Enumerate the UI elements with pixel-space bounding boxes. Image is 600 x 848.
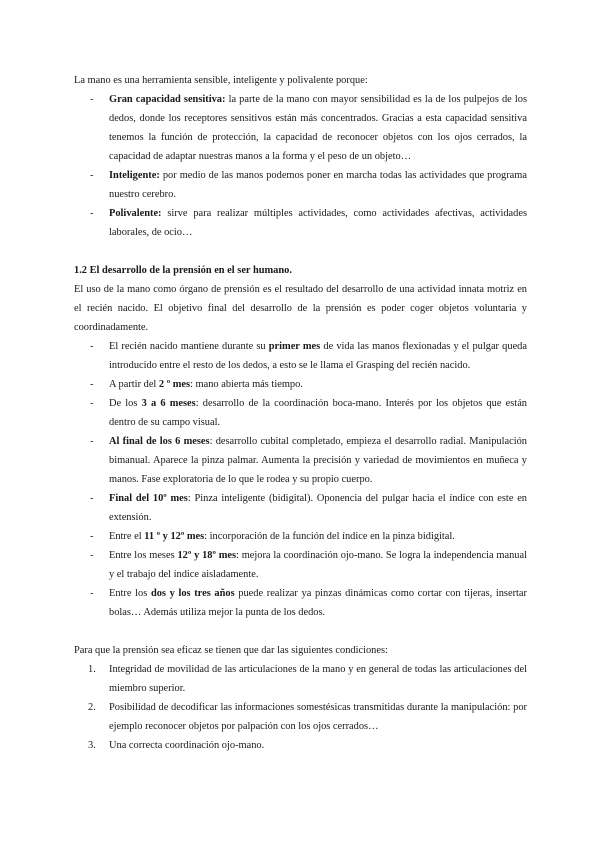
list-number: 1.	[88, 664, 96, 675]
list-item: 2. Posibilidad de decodificar las informaciones somestésicas transmitidas durante la manipulación: por ejemplo reconocer objetos por palpación con los ojos cerrados…	[74, 698, 527, 736]
spacer	[74, 622, 527, 641]
list-marker: -	[90, 208, 94, 219]
stage-term: 2 º mes	[158, 379, 191, 390]
list-item: 1. Integridad de movilidad de las articulaciones de la mano y en general de todas las articulaciones del miembro superior.	[74, 660, 527, 698]
list-number: 2.	[88, 702, 96, 713]
list-marker: -	[90, 531, 94, 542]
term-description: la parte de la mano con mayor sensibilidad es la de los pulpejos de los dedos, donde los receptores sensitivos están más concentrados. Gracias a esta capacidad sensitiva tenemos la función de protección, la capacidad de reconocer objetos con los ojos cerrados, la capacidad de adaptar nuestras manos a la forma y el peso de un objeto…	[109, 94, 527, 162]
stage-term: dos y los tres años	[150, 588, 235, 599]
stage-term: Al final de los 6 meses	[109, 436, 210, 447]
stage-term: Final del 10º mes	[109, 493, 188, 504]
list-item: - De los 3 a 6 meses: desarrollo de la coordinación boca-mano. Interés por los objetos que están dentro de su campo visual.	[74, 394, 527, 432]
list-number: 3.	[88, 740, 96, 751]
list-marker: -	[90, 341, 94, 352]
section-paragraph: El uso de la mano como órgano de prensión es el resultado del desarrollo de una actividad innata motriz en el recién nacido. El objetivo final del desarrollo de la prensión es poder coger objetos voluntaria y coordinadamente.	[74, 284, 527, 333]
list-marker: -	[90, 94, 94, 105]
stage-term: 11 º y 12º mes	[144, 531, 205, 542]
list-item: - Entre el 11 º y 12º mes: incorporación de la función del índice en la pinza bidigital.	[74, 527, 527, 546]
stage-term: primer mes	[268, 341, 321, 352]
term-intelligent: Inteligente:	[109, 170, 160, 181]
list-marker: -	[90, 398, 94, 409]
list-item	[74, 166, 527, 204]
list-item: - Final del 10º mes: Pinza inteligente (bidigital). Oponencia del pulgar hacia el índice con este en extensión.	[74, 489, 527, 527]
list-marker: -	[90, 493, 94, 504]
intro-paragraph: La mano es una herramienta sensible, inteligente y polivalente porque:	[74, 75, 368, 86]
list-item: - Entre los meses 12º y 18º mes: mejora la coordinación ojo-mano. Se logra la independencia manual y el trabajo del índice aisladamente.	[74, 546, 527, 584]
list-item: - El recién nacido mantiene durante su primer mes de vida las manos flexionadas y el pulgar queda introducido entre el resto de los dedos, a esto se le llama el Grasping del recién nacido.	[74, 337, 527, 375]
list-item: - Entre los dos y los tres años puede realizar ya pinzas dinámicas como cortar con tijeras, insertar bolas… Además utiliza mejor la punta de los dedos.	[74, 584, 527, 622]
list-item	[74, 204, 527, 242]
stage-term: 12º y 18º mes	[177, 550, 236, 561]
list-marker: -	[90, 550, 94, 561]
list-item: 3. Una correcta coordinación ojo-mano.	[74, 736, 527, 755]
conditions-list	[74, 660, 527, 755]
list-marker: -	[90, 379, 94, 390]
document-body	[74, 71, 527, 755]
development-stages-list	[74, 337, 527, 622]
spacer	[74, 242, 527, 261]
list-item	[74, 90, 527, 166]
list-item: - A partir del 2 º mes: mano abierta más tiempo.	[74, 375, 527, 394]
conditions-intro: Para que la prensión sea eficaz se tienen que dar las siguientes condiciones:	[74, 645, 388, 656]
section-heading: 1.2 El desarrollo de la prensión en el ser humano.	[74, 265, 292, 276]
list-marker: -	[90, 588, 94, 599]
list-marker: -	[90, 436, 94, 447]
stage-term: 3 a 6 meses	[141, 398, 196, 409]
term-versatile: Polivalente:	[109, 208, 162, 219]
hand-qualities-list	[74, 90, 527, 242]
list-marker: -	[90, 170, 94, 181]
term-description: sirve para realizar múltiples actividades, como actividades afectivas, actividades laborales, de ocio…	[109, 208, 527, 238]
term-description: por medio de las manos podemos poner en marcha todas las actividades que programa nuestro cerebro.	[109, 170, 527, 200]
term-sensitive: Gran capacidad sensitiva:	[109, 94, 226, 105]
list-item: - Al final de los 6 meses: desarrollo cubital completado, empieza el desarrollo radial. Manipulación bimanual. Aparece la pinza palmar. Aumenta la precisión y variedad de movimientos en muñeca y manos. Fase exploratoria de lo que le rodea y su propio cuerpo.	[74, 432, 527, 489]
